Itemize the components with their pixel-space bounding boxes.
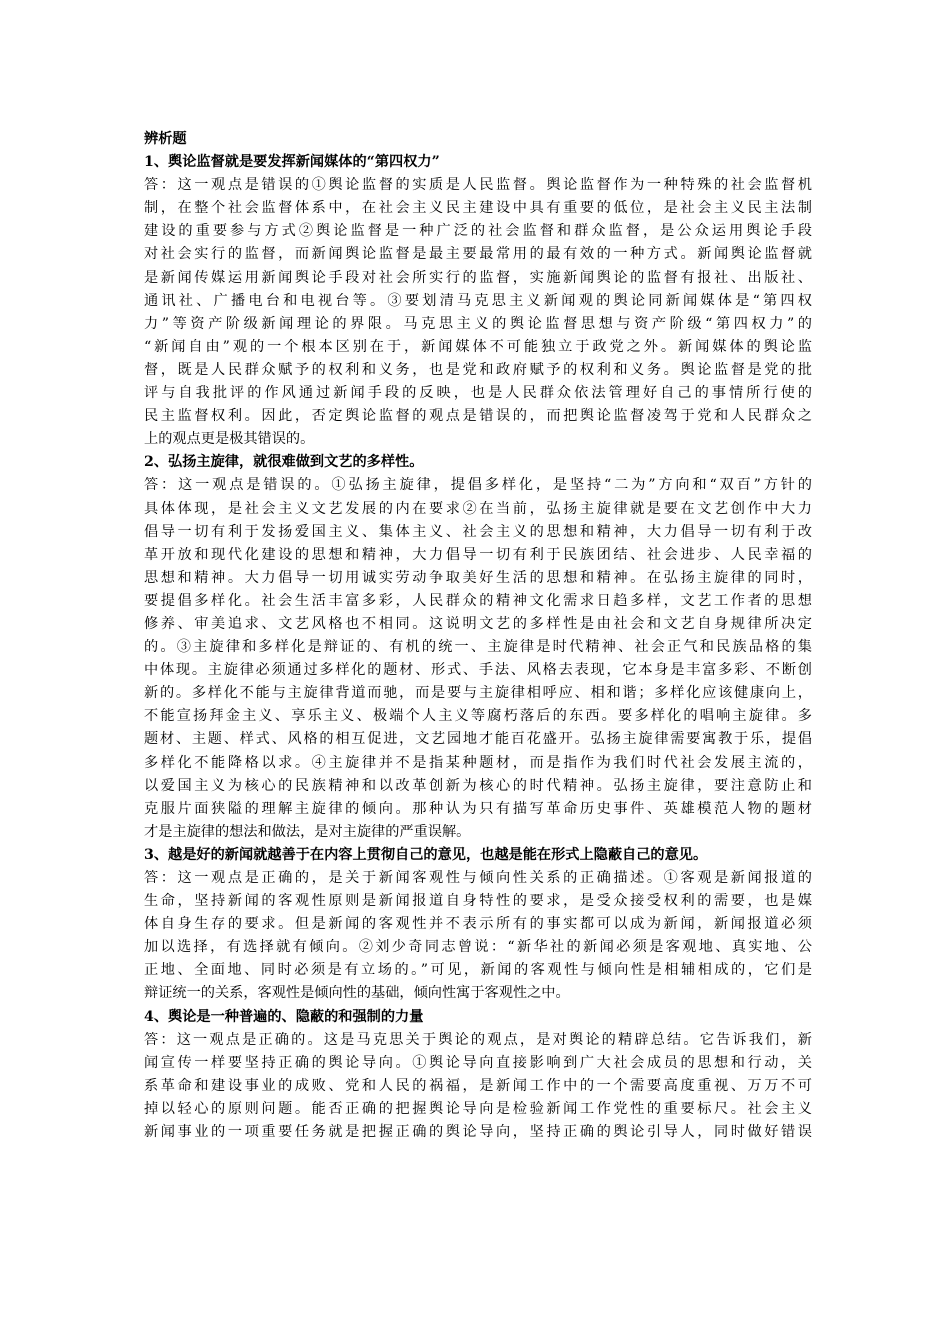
paragraph-line: 的。③主旋律和多样化是辩证的、有机的统一、主旋律是时代精神、社会正气和民族品格的集 (144, 639, 812, 656)
paragraph-line: 督，既是人民群众赋予的权利和义务，也是党和政府赋予的权利和义务。舆论监督是党的批 (144, 361, 812, 378)
section-4 (144, 1006, 812, 1145)
paragraph-line: 建设的重要参与方式②舆论监督是一种广泛的社会监督和群众监督，是公众运用舆论手段 (144, 223, 812, 240)
paragraph-line: 是新闻传媒运用新闻舆论手段对社会所实行的监督，实施新闻舆论的监督有报社、出版社、 (144, 269, 812, 286)
paragraph-line: 对社会实行的监督，而新闻舆论监督是最主要最常用的最有效的一种方式。新闻舆论监督就 (144, 246, 812, 263)
paragraph-line: 要提倡多样化。社会生活丰富多彩，人民群众的精神文化需求日趋多样，文艺工作者的思想 (144, 592, 812, 609)
paragraph-line: 答：这一观点是错误的。①弘扬主旋律，提倡多样化，是坚持“二为”方向和“双百”方针的 (144, 477, 812, 494)
paragraph-line: 才是主旋律的想法和做法，是对主旋律的严重误解。 (144, 823, 471, 840)
paragraph-line: 上的观点更是极其错误的。 (144, 431, 315, 448)
paragraph-line: 不能宣扬拜金主义、享乐主义、极端个人主义等腐朽落后的东西。要多样化的唱响主旋律。多 (144, 708, 812, 725)
paragraph-line: “新闻自由”观的一个根本区别在于，新闻媒体不可能独立于政党之外。新闻媒体的舆论监 (144, 338, 812, 355)
paragraph-line: 生命，坚持新闻的客观性原则是新闻报道自身特性的要求，是受众接受权利的需要，也是媒 (144, 893, 812, 910)
paragraph-line: 中体现。主旋律必须通过多样化的题材、形式、手法、风格去表现，它本身是丰富多彩、不断创 (144, 662, 812, 679)
paragraph-line: 修养、审美追求、文艺风格也不相同。这说明文艺的多样性是由社会和文艺自身规律所决定 (144, 615, 812, 632)
document-page (144, 128, 812, 1144)
paragraph-line: 制，在整个社会监督体系中，在社会主义民主建设中具有重要的低位，是社会主义民主法制 (144, 200, 812, 217)
paragraph-line: 系革命和建设事业的成败、党和人民的祸福，是新闻工作中的一个需要高度重视、万万不可 (144, 1077, 812, 1094)
paragraph-line: 题材、主题、样式、风格的相互促进，文艺园地才能百花盛开。弘扬主旋律需要寓教于乐，提倡 (144, 731, 812, 748)
paragraph-line: 克服片面狭隘的理解主旋律的倾向。那种认为只有描写革命历史事件、英雄模范人物的题材 (144, 800, 812, 817)
section-2 (144, 451, 812, 844)
paragraph-line: 答：这一观点是正确的，是关于新闻客观性与倾向性关系的正确描述。①客观是新闻报道的 (144, 870, 812, 886)
paragraph-line: 以爱国主义为核心的民族精神和以改革创新为核心的时代精神。弘扬主旋律，要注意防止和 (144, 777, 812, 794)
paragraph-line: 通讯社、广播电台和电视台等。③要划清马克思主义新闻观的舆论同新闻媒体是“第四权 (144, 292, 812, 309)
paragraph-line: 闻宣传一样要坚持正确的舆论导向。①舆论导向直接影响到广大社会成员的思想和行动，关 (144, 1054, 812, 1071)
paragraph-line: 力”等资产阶级新闻理论的界限。马克思主义的舆论监督思想与资产阶级“第四权力”的 (144, 315, 812, 332)
paragraph-line: 正地、全面地、同时必须是有立场的。”可见，新闻的客观性与倾向性是相辅相成的，它们是 (144, 962, 812, 979)
paragraph-line: 答：这一观点是正确的。这是马克思关于舆论的观点，是对舆论的精辟总结。它告诉我们，新 (144, 1031, 812, 1048)
paragraph-line: 新的。多样化不能与主旋律背道而驰，而是要与主旋律相呼应、相和谐；多样化应该健康向上， (144, 685, 812, 702)
section-1 (144, 151, 812, 451)
section-heading: 1、舆论监督就是要发挥新闻媒体的“第四权力” (144, 154, 440, 171)
paragraph-line: 革开放和现代化建设的思想和精神，大力倡导一切有利于民族团结、社会进步、人民幸福的 (144, 546, 812, 563)
paragraph-line: 答：这一观点是错误的①舆论监督的实质是人民监督。舆论监督作为一种特殊的社会监督机 (144, 177, 812, 194)
paragraph-line: 加以选择，有选择就有倾向。②刘少奇同志曾说：“新华社的新闻必须是客观地、真实地、公 (144, 939, 812, 956)
section-heading: 4、舆论是一种普遍的、隐蔽的和强制的力量 (144, 1008, 424, 1025)
paragraph-line: 体自身生存的要求。但是新闻的客观性并不表示所有的事实都可以成为新闻，新闻报道必须 (144, 916, 812, 933)
section-heading: 3、越是好的新闻就越善于在内容上贯彻自己的意见，也越是能在形式上隐蔽自己的意见。 (144, 846, 708, 863)
paragraph-line: 评与自我批评的作风通过新闻手段的反映，也是人民群众依法管理好自己的事情所行使的 (144, 385, 812, 402)
section-heading: 2、弘扬主旋律，就很难做到文艺的多样性。 (144, 454, 424, 471)
paragraph-line: 新闻事业的一项重要任务就是把握正确的舆论导向，坚持正确的舆论引导人，同时做好错误 (144, 1124, 812, 1141)
document-title: 辨析题 (144, 131, 187, 147)
paragraph-line: 思想和精神。大力倡导一切用诚实劳动争取美好生活的思想和精神。在弘扬主旋律的同时， (144, 569, 812, 586)
paragraph-line: 倡导一切有利于发扬爱国主义、集体主义、社会主义的思想和精神，大力倡导一切有利于改 (144, 523, 812, 540)
paragraph-line: 具体体现，是社会主义文艺发展的内在要求②在当前，弘扬主旋律就是要在文艺创作中大力 (144, 500, 812, 517)
paragraph-line: 掉以轻心的原则问题。能否正确的把握舆论导向是检验新闻工作党性的重要标尺。社会主义 (144, 1100, 812, 1117)
paragraph-line: 多样化不能降格以求。④主旋律并不是指某种题材，而是指作为我们时代社会发展主流的， (144, 754, 812, 771)
paragraph-line: 民主监督权利。因此，否定舆论监督的观点是错误的，而把舆论监督凌驾于党和人民群众之 (144, 408, 812, 425)
paragraph-line: 辩证统一的关系，客观性是倾向性的基础，倾向性寓于客观性之中。 (144, 985, 570, 1002)
section-3 (144, 844, 812, 1006)
